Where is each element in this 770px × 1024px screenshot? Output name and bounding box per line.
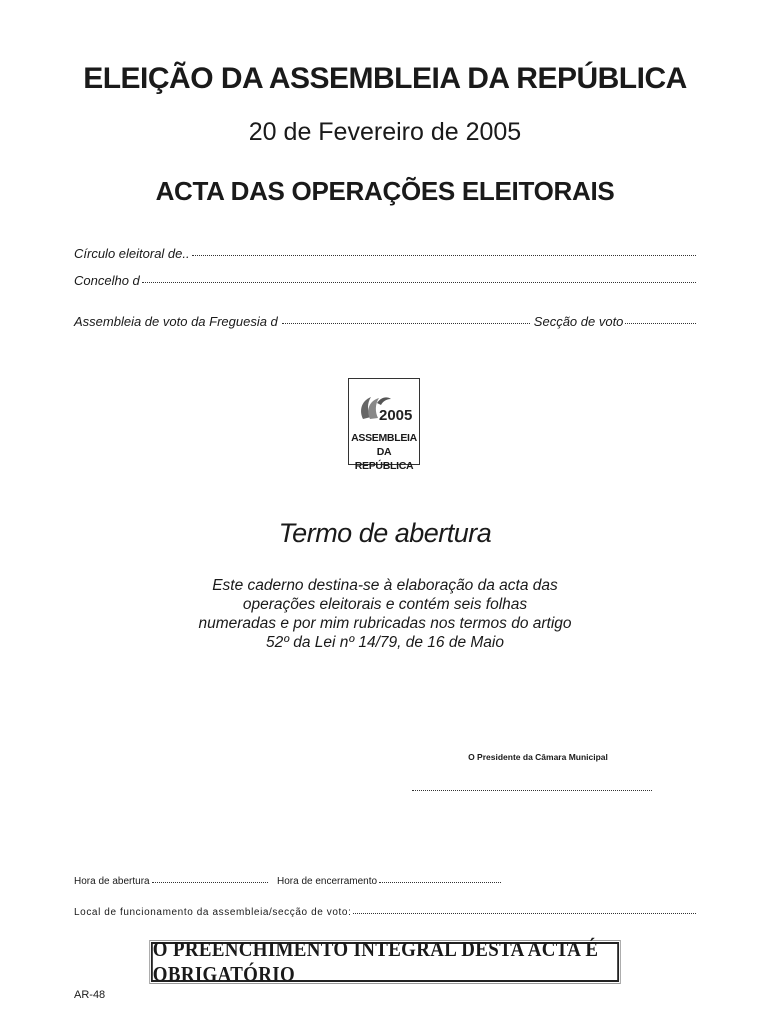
- logo-year: 2005: [379, 407, 413, 423]
- circulo-label: Círculo eleitoral de..: [74, 246, 190, 261]
- termo-line: operações eleitorais e contém seis folhas: [242, 596, 528, 613]
- seccao-blank: [625, 312, 696, 326]
- termo-title: Termo de abertura: [278, 518, 492, 548]
- circulo-blank: [192, 244, 696, 258]
- mandatory-banner: O PREENCHIMENTO INTEGRAL DESTA ACTA É OBRIGATÓRIO: [151, 942, 619, 982]
- termo-line: numeradas e por mim rubricadas nos termos do artigo: [198, 615, 572, 632]
- hora-abertura-field: [74, 873, 270, 887]
- hora-encerramento-blank: [379, 873, 501, 884]
- local-blank: [353, 904, 696, 915]
- hora-encerramento-label: Hora de encerramento: [277, 876, 378, 887]
- termo-body: [0, 576, 770, 652]
- local-field: [74, 904, 698, 918]
- termo-line: 52º da Lei nº 14/79, de 16 de Maio: [266, 634, 504, 651]
- local-label: Local de funcionamento da assembleia/secção de voto:: [74, 907, 352, 918]
- logo-line2: DA REPÚBLICA: [354, 446, 414, 472]
- hora-abertura-label: Hora de abertura: [74, 876, 150, 887]
- concelho-field: [74, 271, 698, 288]
- document-subtitle: ACTA DAS OPERAÇÕES ELEITORAIS: [155, 176, 615, 206]
- assembleia-logo: [348, 378, 420, 472]
- seccao-label: Secção de voto: [533, 314, 624, 329]
- signature-line: [412, 790, 652, 791]
- hora-encerramento-field: [277, 873, 503, 887]
- form-code: AR-48: [74, 989, 106, 1001]
- logo-line1: ASSEMBLEIA: [351, 432, 417, 444]
- logo-emblem-icon: [357, 393, 413, 423]
- hora-abertura-blank: [152, 873, 268, 884]
- assembleia-field: [74, 312, 698, 329]
- concelho-blank: [142, 271, 696, 285]
- assembleia-blank: [282, 312, 530, 326]
- signature-label: O Presidente da Câmara Municipal: [468, 752, 608, 762]
- termo-line: Este caderno destina-se à elaboração da acta das: [212, 577, 558, 594]
- circulo-field: [74, 244, 698, 261]
- document-title: ELEIÇÃO DA ASSEMBLEIA DA REPÚBLICA: [83, 62, 687, 95]
- concelho-label: Concelho d: [74, 273, 140, 288]
- assembleia-label: Assembleia de voto da Freguesia d: [74, 314, 278, 329]
- election-date: 20 de Fevereiro de 2005: [248, 118, 522, 146]
